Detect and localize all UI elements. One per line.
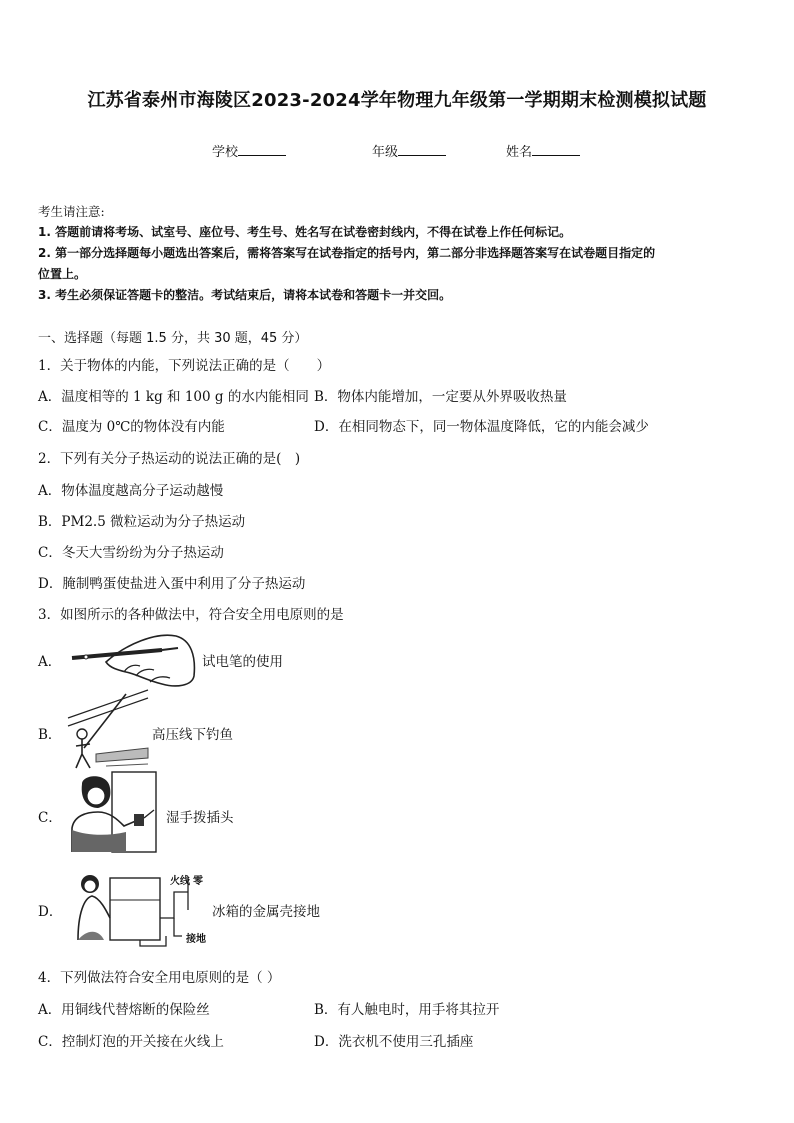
grade-label: 年级 [372,145,399,160]
name-field [506,141,580,160]
question-stem: 2．下列有关分子热运动的说法正确的是( ) [38,451,301,467]
grade-blank[interactable] [398,143,446,156]
option-a[interactable]: A．用铜线代替熔断的保险丝 [38,1002,210,1018]
notice-heading: 考生请注意: [38,204,105,219]
option-b[interactable]: B．有人触电时，用手将其拉开 [314,1002,500,1018]
option-c-letter[interactable]: C． [38,810,62,826]
question-stem: 1．关于物体的内能，下列说法正确的是（ ） [38,358,331,374]
option-a-letter[interactable]: A． [38,654,62,670]
question-stem: 4．下列做法符合安全用电原则的是（ ） [38,970,281,986]
fishing-figure [66,688,150,772]
option-d-letter[interactable]: D． [38,904,63,920]
notice-item: 1. 答题前请将考场、试室号、座位号、考生号、姓名写在试卷密封线内，不得在试卷上作任何标记。 [38,225,572,239]
option-d[interactable]: D．腌制鸭蛋使盐进入蛋中利用了分子热运动 [38,576,306,592]
option-d[interactable]: D．洗衣机不使用三孔插座 [314,1034,474,1050]
option-a[interactable]: A．温度相等的 1 kg 和 100 g 的水内能相同 [38,389,309,405]
school-blank[interactable] [238,143,286,156]
wet-hand-plug-figure [68,770,162,854]
option-c[interactable]: C．温度为 0℃的物体没有内能 [38,419,225,435]
zero-line-label: 零 [193,876,203,887]
notice-item: 3. 考生必须保证答题卡的整洁。考试结束后，请将本试卷和答题卡一并交回。 [38,288,452,302]
tester-pen-figure [66,626,200,690]
option-d-text: 冰箱的金属壳接地 [212,904,320,920]
school-field [212,141,286,160]
option-a[interactable]: A．物体温度越高分子运动越慢 [38,483,224,499]
option-a-text: 试电笔的使用 [202,654,283,670]
notice-block [38,201,760,306]
notice-item: 2. 第一部分选择题每小题选出答案后，需将答案写在试卷指定的括号内，第二部分非选择题答案写在试卷题目指定的 [38,246,656,260]
section-title: 一、选择题（每题 1.5 分，共 30 题，45 分） [38,331,308,346]
school-label: 学校 [212,145,239,160]
option-b-text: 高压线下钓鱼 [152,727,233,743]
option-c[interactable]: C．冬天大雪纷纷为分子热运动 [38,545,224,561]
notice-item: 位置上。 [38,267,87,281]
option-c-text: 湿手拨插头 [166,810,234,826]
option-d[interactable]: D．在相同物态下，同一物体温度降低，它的内能会减少 [314,419,649,435]
option-b[interactable]: B．物体内能增加，一定要从外界吸收热量 [314,389,567,405]
grade-field [372,141,446,160]
fire-line-label: 火线 [170,876,190,887]
name-label: 姓名 [506,145,533,160]
option-c[interactable]: C．控制灯泡的开关接在火线上 [38,1034,224,1050]
option-b-letter[interactable]: B． [38,727,62,743]
question-stem: 3．如图所示的各种做法中，符合安全用电原则的是 [38,607,344,623]
ground-label: 接地 [186,934,206,945]
name-blank[interactable] [532,143,580,156]
exam-title: 江苏省泰州市海陵区2023-2024学年物理九年级第一学期期末检测模拟试题 [87,90,707,111]
option-b[interactable]: B．PM2.5 微粒运动为分子热运动 [38,514,246,530]
